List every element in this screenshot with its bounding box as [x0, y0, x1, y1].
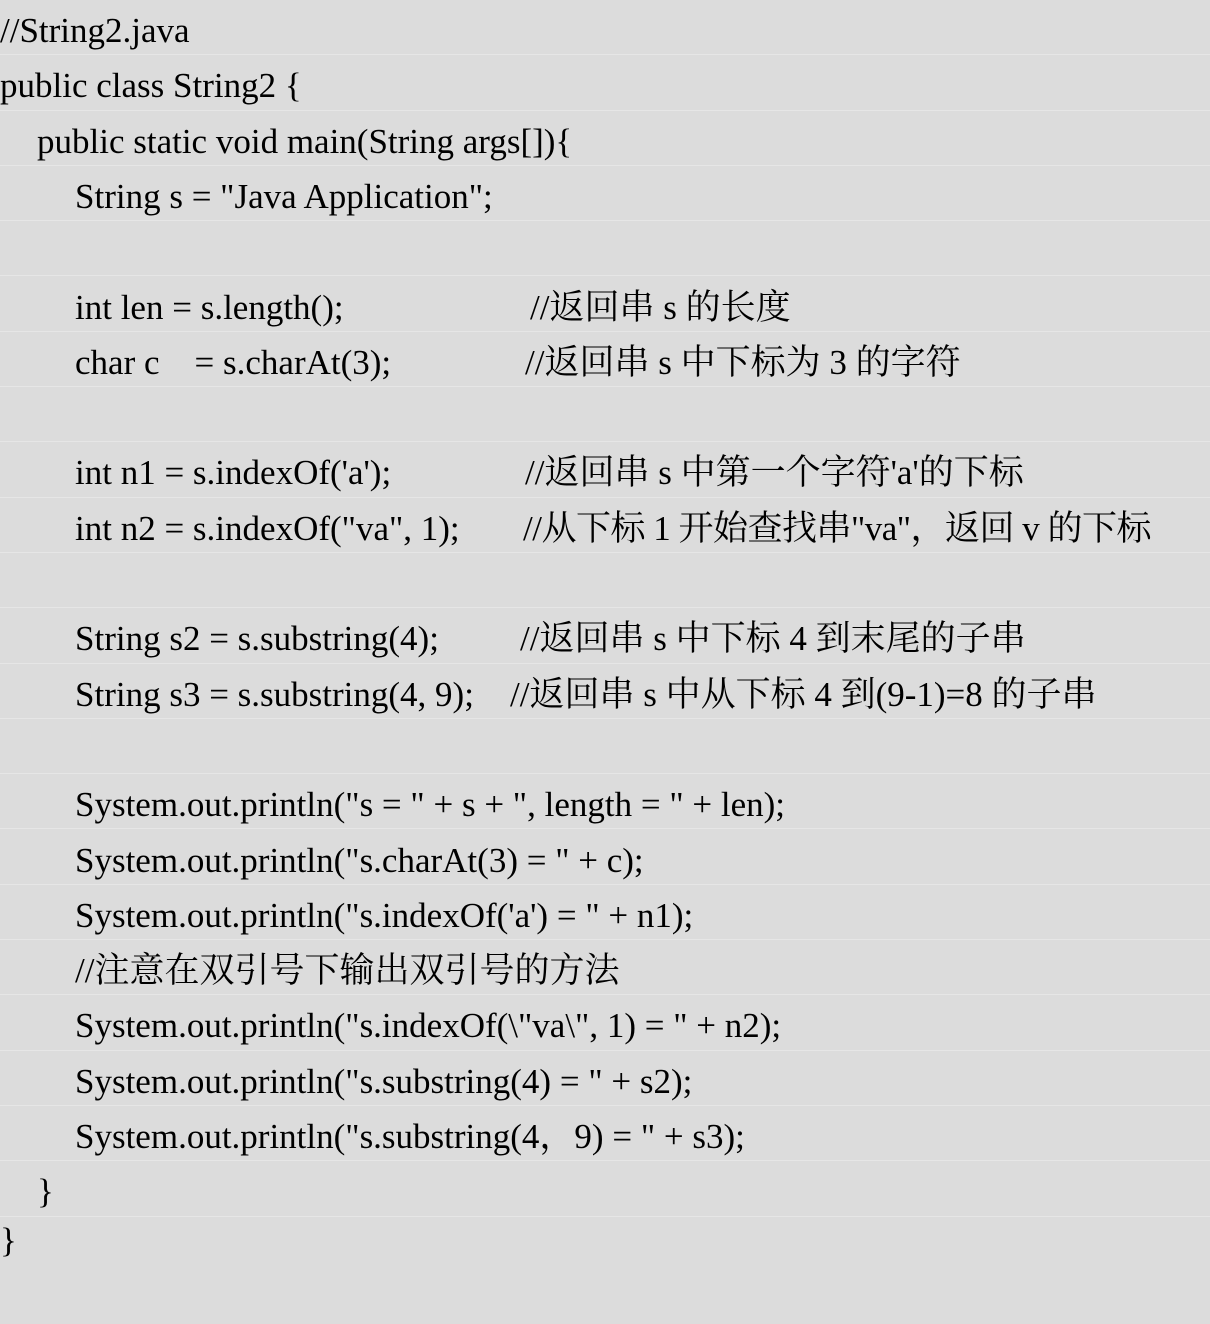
code-line: [0, 442, 1210, 497]
code-line: [0, 1051, 1210, 1106]
line-comment: //返回串 s 中下标为 3 的字符: [525, 342, 961, 382]
line-code: char c = s.charAt(3);: [75, 342, 392, 382]
code-line: [0, 664, 1210, 719]
blank-line: [0, 719, 1210, 774]
line-comment: //从下标 1 开始查找串"va"，返回 v 的下标: [523, 508, 1152, 548]
line-code: String s = "Java Application";: [75, 176, 493, 216]
blank-line: [0, 553, 1210, 608]
line-comment: //返回串 s 中从下标 4 到(9-1)=8 的子串: [510, 674, 1097, 714]
code-line: [0, 111, 1210, 166]
comment-line: [0, 940, 1210, 995]
line-comment: //返回串 s 中下标 4 到末尾的子串: [520, 619, 1026, 659]
line-code: int len = s.length();: [75, 287, 344, 327]
line-code: //注意在双引号下输出双引号的方法: [75, 951, 620, 991]
line-code: String s2 = s.substring(4);: [75, 619, 439, 659]
line-code: System.out.println("s = " + s + ", length = " + len);: [75, 785, 785, 825]
code-line: [0, 166, 1210, 221]
line-code: System.out.println("s.indexOf('a') = " + n1);: [75, 895, 694, 935]
code-line: [0, 1106, 1210, 1161]
code-line: [0, 332, 1210, 387]
line-code: String s3 = s.substring(4, 9);: [75, 674, 474, 714]
code-line: [0, 0, 1210, 55]
line-code: System.out.println("s.charAt(3) = " + c);: [75, 840, 644, 880]
line-code: System.out.println("s.substring(4) = " + s2);: [75, 1061, 693, 1101]
line-code: }: [37, 1172, 54, 1212]
code-line: [0, 498, 1210, 553]
line-code: System.out.println("s.substring(4，9) = " + s3);: [75, 1117, 745, 1156]
line-code: public class String2 {: [0, 66, 302, 106]
line-code: int n2 = s.indexOf("va", 1);: [75, 508, 460, 548]
line-code: public static void main(String args[]){: [37, 121, 573, 161]
blank-line: [0, 387, 1210, 442]
code-line: [0, 1161, 1210, 1216]
line-code: }: [0, 1220, 17, 1260]
code-line: [0, 774, 1210, 829]
code-line: [0, 885, 1210, 940]
code-line: [0, 277, 1210, 332]
line-comment: //返回串 s 的长度: [530, 287, 791, 327]
line-code: System.out.println("s.indexOf(\"va\", 1) = " + n2);: [75, 1006, 782, 1046]
blank-line: [0, 221, 1210, 276]
line-comment: //返回串 s 中第一个字符'a'的下标: [525, 453, 1024, 493]
line-code: int n1 = s.indexOf('a');: [75, 453, 392, 493]
code-line: [0, 830, 1210, 885]
line-code: //String2.java: [0, 11, 190, 50]
code-line: [0, 995, 1210, 1050]
code-line: [0, 1217, 1210, 1260]
code-line: [0, 55, 1210, 110]
code-line: [0, 608, 1210, 663]
